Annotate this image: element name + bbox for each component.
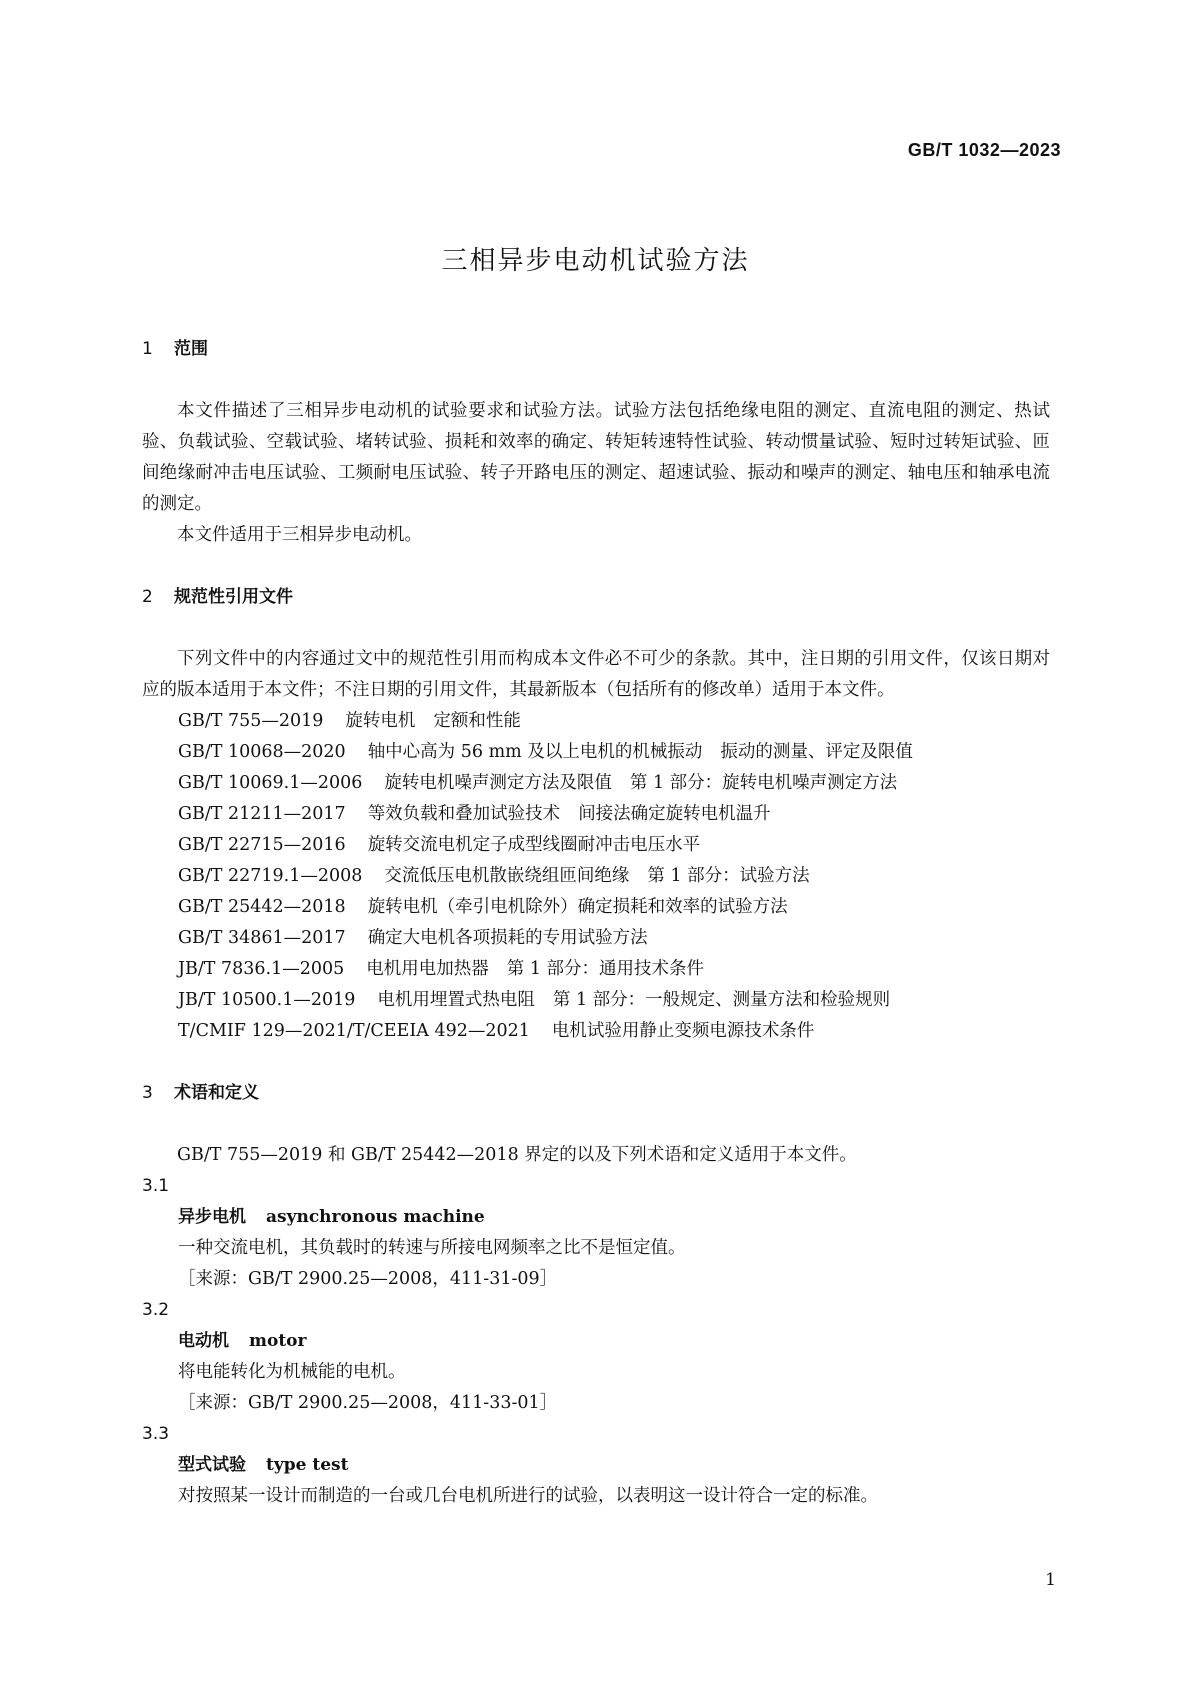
standard-code: GB/T 1032—2023 xyxy=(907,140,1061,160)
document-title: 三相异步电动机试验方法 xyxy=(441,246,750,276)
reference-subtitle: 第 1 部分：通用技术条件 xyxy=(506,959,705,979)
section-title: 规范性引用文件 xyxy=(174,587,293,607)
reference-subtitle: 第 1 部分：一般规定、测量方法和检验规则 xyxy=(552,990,891,1010)
term-definition: 将电能转化为机械能的电机。 xyxy=(178,1362,406,1382)
term-name-en: type test xyxy=(266,1455,349,1475)
reference-title: 轴中心高为 56 mm 及以上电机的机械振动 xyxy=(367,742,703,762)
section-number: 3 xyxy=(142,1083,153,1103)
term-source: ［来源：GB/T 2900.25—2008，411-31-09］ xyxy=(178,1269,558,1289)
reference-item xyxy=(142,923,1050,954)
reference-subtitle: 定额和性能 xyxy=(433,711,521,731)
term-name xyxy=(142,1450,1050,1481)
reference-code: GB/T 21211—2017 xyxy=(178,804,346,824)
reference-item xyxy=(142,892,1050,923)
reference-code: GB/T 34861—2017 xyxy=(178,928,346,948)
term-name-en: motor xyxy=(249,1331,307,1351)
reference-subtitle: 第 1 部分：旋转电机噪声测定方法 xyxy=(629,773,898,793)
reference-title: 电机试验用静止变频电源技术条件 xyxy=(551,1021,815,1041)
reference-code: JB/T 7836.1—2005 xyxy=(178,959,345,979)
term-definition: 对按照某一设计而制造的一台或几台电机所进行的试验，以表明这一设计符合一定的标准。 xyxy=(178,1486,878,1506)
reference-item xyxy=(142,768,1050,799)
page-number: 1 xyxy=(1045,1570,1056,1590)
document-body xyxy=(142,334,1050,1512)
reference-item xyxy=(142,830,1050,861)
reference-item xyxy=(142,706,1050,737)
reference-item xyxy=(142,1016,1050,1047)
section-heading-terms xyxy=(142,1078,1050,1109)
reference-subtitle: 间接法确定旋转电机温升 xyxy=(578,804,771,824)
term-name-zh: 异步电机 xyxy=(178,1207,246,1227)
term-number: 3.2 xyxy=(142,1300,170,1320)
term-name-zh: 型式试验 xyxy=(178,1455,246,1475)
reference-list xyxy=(142,706,1050,1047)
reference-title: 等效负载和叠加试验技术 xyxy=(367,804,561,824)
reference-title: 旋转电机（牵引电机除外）确定损耗和效率的试验方法 xyxy=(367,897,788,917)
terms-intro: GB/T 755—2019 和 GB/T 25442—2018 界定的以及下列术语和定义适用于本文件。 xyxy=(177,1145,857,1165)
reference-title: 旋转电机 xyxy=(345,711,416,731)
reference-item xyxy=(142,799,1050,830)
section-heading-scope xyxy=(142,334,1050,365)
references-intro: 下列文件中的内容通过文中的规范性引用而构成本文件必不可少的条款。其中，注日期的引用文件，仅该日期对应的版本适用于本文件；不注日期的引用文件，其最新版本（包括所有的修改单）适用于本文件。 xyxy=(142,649,1050,700)
reference-subtitle: 第 1 部分：试验方法 xyxy=(647,866,810,886)
reference-code: GB/T 10068—2020 xyxy=(178,742,346,762)
reference-code: JB/T 10500.1—2019 xyxy=(178,990,356,1010)
reference-title: 确定大电机各项损耗的专用试验方法 xyxy=(367,928,648,948)
reference-item xyxy=(142,985,1050,1016)
term-name xyxy=(142,1202,1050,1233)
scope-paragraph-1: 本文件描述了三相异步电动机的试验要求和试验方法。试验方法包括绝缘电阻的测定、直流电阻的测定、热试验、负载试验、空载试验、堵转试验、损耗和效率的确定、转矩转速特性试验、转动惯量试验、短时过转矩试验、匝间绝缘耐冲击电压试验、工频耐电压试验、转子开路电压的测定、超速试验、振动和噪声的测定、轴电压和轴承电流的测定。 xyxy=(142,401,1050,514)
section-number: 2 xyxy=(142,587,153,607)
reference-item xyxy=(142,737,1050,768)
reference-title: 交流低压电机散嵌绕组匝间绝缘 xyxy=(384,866,630,886)
term-number: 3.1 xyxy=(142,1176,170,1196)
scope-paragraph-2: 本文件适用于三相异步电动机。 xyxy=(177,525,422,545)
term-source: ［来源：GB/T 2900.25—2008，411-33-01］ xyxy=(178,1393,558,1413)
reference-title: 旋转电机噪声测定方法及限值 xyxy=(384,773,612,793)
reference-code: GB/T 22719.1—2008 xyxy=(178,866,363,886)
section-heading-references xyxy=(142,582,1050,613)
term-name-en: asynchronous machine xyxy=(266,1207,485,1227)
reference-code: T/CMIF 129—2021/T/CEEIA 492—2021 xyxy=(178,1021,530,1041)
reference-item xyxy=(142,861,1050,892)
term-definition: 一种交流电机，其负载时的转速与所接电网频率之比不是恒定值。 xyxy=(178,1238,686,1258)
term-list xyxy=(142,1171,1050,1512)
term-name-zh: 电动机 xyxy=(178,1331,229,1351)
reference-title: 电机用埋置式热电阻 xyxy=(377,990,535,1010)
reference-item xyxy=(142,954,1050,985)
section-title: 术语和定义 xyxy=(174,1083,259,1103)
reference-subtitle: 振动的测量、评定及限值 xyxy=(720,742,913,762)
reference-code: GB/T 22715—2016 xyxy=(178,835,346,855)
reference-code: GB/T 755—2019 xyxy=(178,711,324,731)
reference-code: GB/T 10069.1—2006 xyxy=(178,773,363,793)
section-title: 范围 xyxy=(174,339,208,359)
reference-code: GB/T 25442—2018 xyxy=(178,897,346,917)
term-number: 3.3 xyxy=(142,1424,170,1444)
reference-title: 电机用电加热器 xyxy=(366,959,489,979)
reference-title: 旋转交流电机定子成型线圈耐冲击电压水平 xyxy=(367,835,701,855)
term-name xyxy=(142,1326,1050,1357)
section-number: 1 xyxy=(142,339,153,359)
